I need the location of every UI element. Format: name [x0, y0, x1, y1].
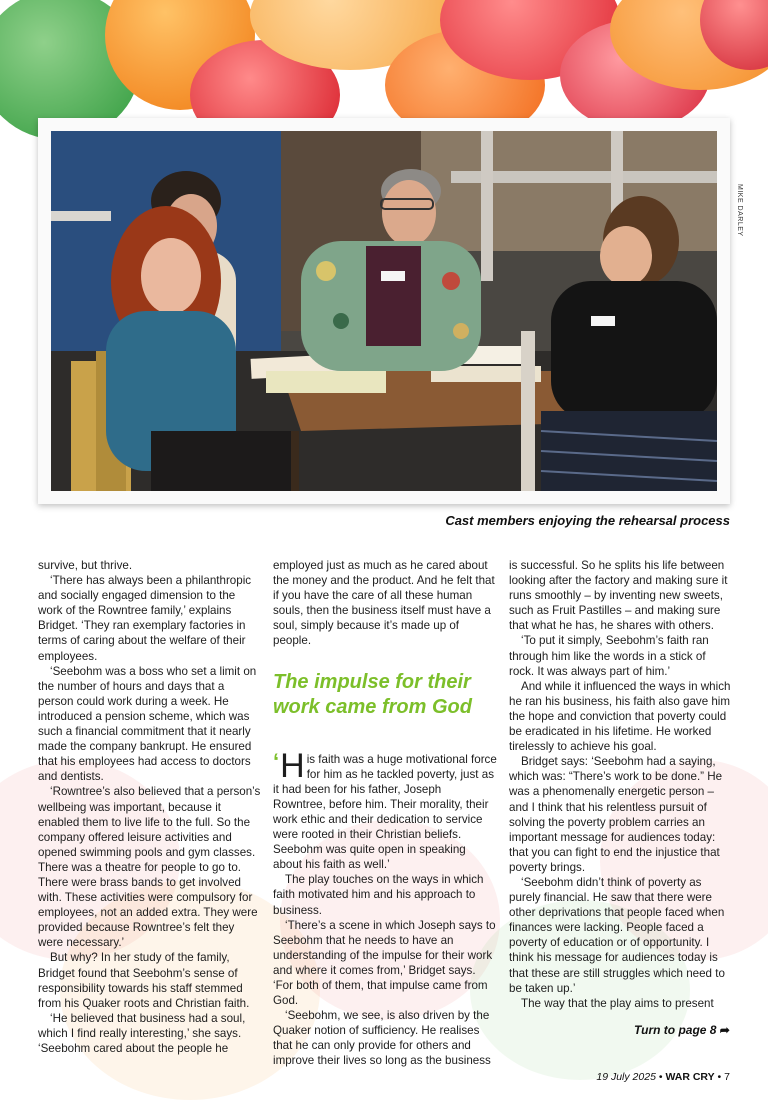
dropcap-text: is faith was a huge motivational force for him as he tackled poverty, just as it had been for his father, Joseph Rowntree, before him. Their morality, their work ethic and their dedication to service were rooted in their Christian beliefs. Seebohm was quite open in speaking about his faith as well.’ [273, 752, 497, 872]
paragraph: The way that the play aims to present [521, 996, 714, 1010]
paragraph: ‘He believed that business had a soul, which I find really interesting,’ she says. ‘Seebohm cared about the people he [38, 1011, 246, 1055]
paragraph: But why? In her study of the family, Bridget found that Seebohm’s sense of responsibility towards his staff stemmed from his Quaker roots and Christian faith. [38, 951, 250, 1010]
arrow-right-icon: ➦ [719, 1023, 730, 1037]
photo-credit: MIKE DARLEY [736, 184, 743, 237]
dropcap-letter: H [280, 746, 305, 785]
page-footer [596, 1071, 730, 1083]
rehearsal-photo-illustration [51, 131, 717, 491]
paragraph: survive, but thrive. [38, 559, 133, 572]
page-number: 7 [724, 1071, 730, 1083]
dropcap-paragraph [273, 746, 497, 873]
photo-caption: Cast members enjoying the rehearsal process [445, 513, 730, 528]
dropcap-quote: ‘ [273, 748, 280, 774]
paragraph: Bridget says: ‘Seebohm had a saying, which was: “There’s work to be done.” He was a phenomenally energetic person – and I think that his relentless pursuit of solving the poverty problem carries an important message for audiences today: that you can fight to end the injustice that poverty brings. [509, 755, 723, 874]
article-column-3 [509, 558, 733, 1011]
footer-separator: • [714, 1071, 725, 1083]
issue-date: 19 July 2025 [596, 1071, 656, 1083]
turn-to-page-link[interactable] [634, 1023, 730, 1037]
paragraph: employed just as much as he cared about the money and the product. And he felt that if you have the care of all these human souls, then the business itself must have a soul, simply because it’s made up of people. [273, 559, 495, 648]
article-column-2 [273, 558, 497, 1069]
paragraph: ‘There has always been a philanthropic and socially engaged dimension to the work of the Rowntree family,’ explains Bridget. ‘They ran exemplary factories in terms of caring about the welfare of their employees. [38, 574, 252, 663]
footer-separator: • [655, 1071, 666, 1083]
paragraph: ‘To put it simply, Seebohm’s faith ran through him like the words in a stick of rock. It was always part of him.’ [509, 634, 709, 678]
paragraph: ‘Seebohm, we see, is also driven by the Quaker notion of sufficiency. He realises that he can only provide for others and improve their lives so long as the business [273, 1009, 491, 1068]
paragraph: is successful. So he splits his life between looking after the factory and making sure it runs smoothly – by inventing new sweets, such as Fruit Pastilles – and making sure that what he has, he shares with others. [509, 559, 728, 633]
paragraph: And while it influenced the ways in which he ran his business, his faith also gave him the hope and conviction that poverty could be eradicated in his lifetime. He worked tirelessly to achieve his goal. [509, 679, 731, 754]
paragraph: ‘Rowntree’s also believed that a person’s wellbeing was important, because it enabled them to live life to the full. So the company offered leisure activities and opened swimming pools and gym classes. There was a theatre for people to go to. There were brass bands to get involved with. These activities were compulsory for employees, not an added extra. They were provided because Rowntree’s felt they were necessary.’ [38, 785, 261, 950]
paragraph: ‘Seebohm didn’t think of poverty as purely financial. He saw that there were other deprivations that people faced when finances were lacking. People faced a poverty of education or of opportunity. I think his message for audiences today is that these are still struggles which need to be taken up.’ [509, 875, 725, 995]
section-subheading: The impulse for their work came from God [273, 670, 472, 718]
paragraph: ‘Seebohm was a boss who set a limit on the number of hours and days that a person could work during a week. He introduced a pension scheme, which was such a financial commitment that it nearly made the company bankrupt. He ensured that his employees had access to doctors and dentists. [38, 664, 257, 784]
turn-to-page-label: Turn to page 8 [634, 1023, 717, 1037]
rehearsal-photo [51, 131, 717, 491]
paragraph: ‘There’s a scene in which Joseph says to Seebohm that he needs to have an understanding of the impulse for their work and where it comes from,’ Bridget says. ‘For both of them, that impulse came from God. [273, 918, 496, 1008]
paragraph: The play touches on the ways in which faith motivated him and his approach to business. [273, 873, 484, 917]
article-column-1 [38, 558, 262, 1056]
photo-frame [38, 118, 730, 504]
magazine-name: WAR CRY [665, 1071, 715, 1083]
